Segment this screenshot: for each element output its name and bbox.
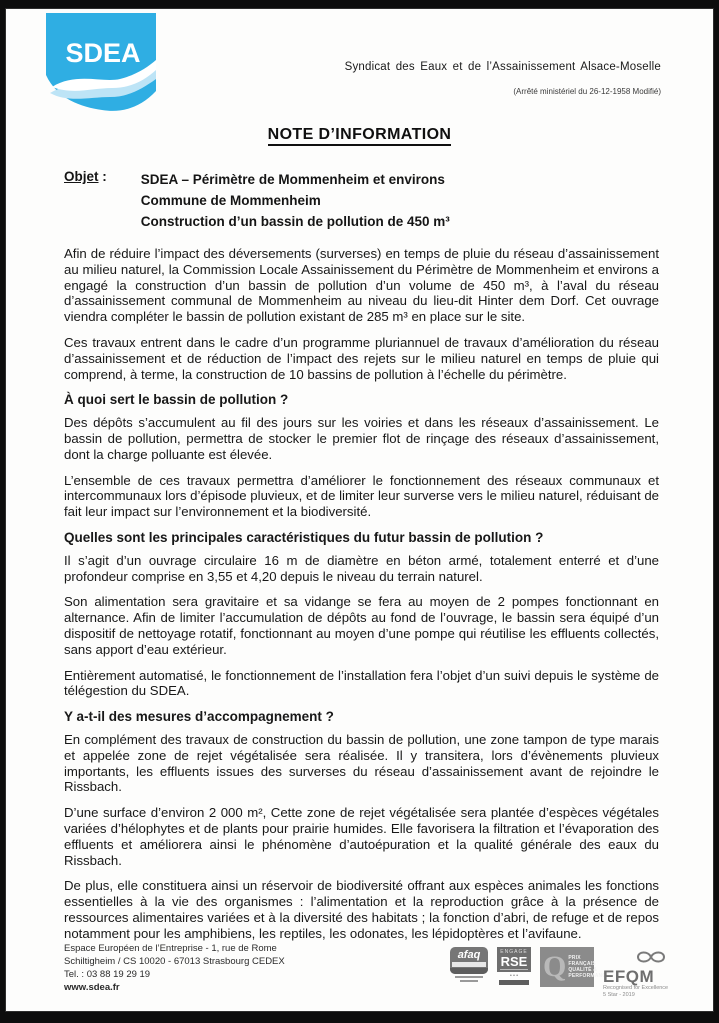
sdea-logo-text: SDEA bbox=[65, 38, 141, 68]
sdea-logo bbox=[46, 13, 156, 113]
document-footer bbox=[64, 942, 699, 999]
paragraph: D’une surface d’environ 2 000 m², Cette zone de rejet végétalisée sera plantée d’espèces végétales variées d’hélophytes et de plants pour prairie humides. Elle favorisera la filtration et l’évaporation des effluents et améliorera ainsi le phénomène d’autoépuration et la qualité générale des eaux du Rissbach. bbox=[64, 805, 659, 868]
paragraph: Afin de réduire l’impact des déversements (surverses) en temps de pluie du réseau d’assainissement au milieu naturel, la Commission Locale Assainissement du Périmètre de Mommenheim et environs a engagé la construction d’un bassin de pollution d’un volume de 450 m³, à l’aval du réseau d’assainissement communal de Mommenheim au niveau du lieu-dit Hinter dem Dorf. Cet ouvrage viendra compléter le bassin de pollution existant de 285 m³ en place sur le site. bbox=[64, 246, 659, 325]
afaq-footer-band bbox=[450, 968, 488, 974]
subject-line: Commune de Mommenheim bbox=[140, 193, 321, 208]
efqm-subtitle: Recognised for Excellence bbox=[603, 985, 669, 991]
rse-badge-box bbox=[497, 947, 531, 972]
efqm-rating: 5 Star - 2019 bbox=[603, 992, 635, 998]
address-line: Espace Européen de l’Entreprise - 1, rue de Rome bbox=[64, 943, 277, 954]
afaq-badge-box bbox=[450, 947, 488, 974]
paragraph: Ces travaux entrent dans le cadre d’un programme pluriannuel de travaux d’amélioration du réseau d’assainissement et de réduction de l’impact des rejets sur le milieu naturel en temps de pluie qui comprend, à terme, la construction de 10 bassins de pollution à l’échelle du périmètre. bbox=[64, 334, 659, 382]
rse-label: RSE bbox=[500, 954, 528, 969]
rse-divider bbox=[500, 969, 528, 970]
address-line: Schiltigheim / CS 10020 - 67013 Strasbourg CEDEX bbox=[64, 956, 285, 967]
subject-lines bbox=[141, 169, 450, 232]
efqm-badge bbox=[603, 947, 699, 999]
address-block bbox=[64, 942, 285, 994]
prix-qualite-performance-badge bbox=[540, 947, 610, 987]
prix-badge-text: PRIX FRANÇAIS QUALITÉ & PERFORMANCE bbox=[568, 955, 610, 979]
document-body bbox=[64, 246, 659, 941]
document-header bbox=[6, 9, 713, 113]
subject-line: Construction d’un bassin de pollution de 450 m³ bbox=[140, 214, 450, 229]
prix-q-icon: Q bbox=[543, 950, 567, 983]
document-page bbox=[5, 8, 714, 1012]
paragraph: En complément des travaux de construction du bassin de pollution, une zone tampon de type marais et appelée zone de rejet végétalisée sera réalisée. Il y transitera, lors d’évènements pluvieux importants, les effluents issues des surverses du réseau d’assainissement avant de rejoindre le Rissbach. bbox=[64, 731, 659, 795]
efqm-label: EFQM bbox=[603, 967, 655, 986]
afaq-label: afaq bbox=[457, 949, 481, 961]
paragraph: Des dépôts s’accumulent au fil des jours sur les voiries et dans les réseaux d’assainissement. Le bassin de pollution, permettra de stocker le premier flot de rinçage des réseaux d’assainissement, dont la charge polluante est élevée. bbox=[64, 415, 659, 462]
afaq-band bbox=[452, 962, 486, 967]
organization-name: Syndicat des Eaux et de l’Assainissement Alsace-Moselle bbox=[344, 61, 661, 73]
efqm-infinity-icon bbox=[633, 947, 669, 967]
title-row bbox=[6, 126, 713, 144]
certification-badges bbox=[450, 947, 699, 999]
section-heading: Quelles sont les principales caractéristiques du futur bassin de pollution ? bbox=[64, 529, 544, 545]
ministerial-decree-note: (Arrêté ministériel du 26-12-1958 Modifié) bbox=[513, 87, 661, 96]
subject-label: Objet : bbox=[64, 169, 107, 184]
engage-rse-badge bbox=[497, 947, 531, 985]
rse-rating-dots: • • • bbox=[509, 973, 519, 979]
paragraph: L’ensemble de ces travaux permettra d’améliorer le fonctionnement des réseaux communaux et intercommunaux lors d’épisode pluvieux, et de limiter leur surverse vers le milieu naturel, réduisant de fait leur impact sur l’environnement et la biodiversité. bbox=[64, 472, 659, 520]
section-heading: Y a-t-il des mesures d’accompagnement ? bbox=[64, 709, 334, 725]
website-url: www.sdea.fr bbox=[64, 982, 120, 993]
afaq-fine-print bbox=[450, 976, 488, 982]
address-line: Tel. : 03 88 19 29 19 bbox=[64, 969, 151, 980]
subject-line: SDEA – Périmètre de Mommenheim et environs bbox=[140, 172, 445, 187]
section-heading: À quoi sert le bassin de pollution ? bbox=[64, 392, 289, 408]
page-title: NOTE D’INFORMATION bbox=[268, 126, 452, 146]
paragraph: Entièrement automatisé, le fonctionnement de l’installation fera l’objet d’un suivi depuis le système de télégestion du SDEA. bbox=[64, 667, 659, 699]
paragraph: Son alimentation sera gravitaire et sa vidange se fera au moyen de 2 pompes fonctionnant en alternance. Afin de limiter l’accumulation de dépôts au fond de l’ouvrage, le bassin sera équipé d’un dispositif de nettoyage rotatif, fonctionnant au moyen d’une pompe qui réutilise les effluents collectés, sans apport d’eau extérieur. bbox=[64, 594, 659, 657]
afaq-certification-badge bbox=[450, 947, 488, 982]
subject-block bbox=[64, 169, 659, 232]
paragraph: Il s’agit d’un ouvrage circulaire 16 m de diamètre en béton armé, totalement enterré et d’une profondeur comprise en 3,55 et 4,20 depuis le niveau du terrain naturel. bbox=[64, 552, 659, 584]
rse-certification-bar bbox=[499, 980, 529, 985]
rse-engage-label: ENGAGE bbox=[500, 949, 528, 955]
paragraph: De plus, elle constituera ainsi un réservoir de biodiversité offrant aux espèces animales les fonctions essentielles à la vie des organismes : l’alimentation et la reproduction grâce à la présence de ressources alimentaires variées et à la diversité des habitats ; la fonction d’abri, de refuge et de repos notamment pour les amphibiens, les reptiles, les odonates, les lépidoptères et l’avifaune. bbox=[64, 878, 659, 941]
